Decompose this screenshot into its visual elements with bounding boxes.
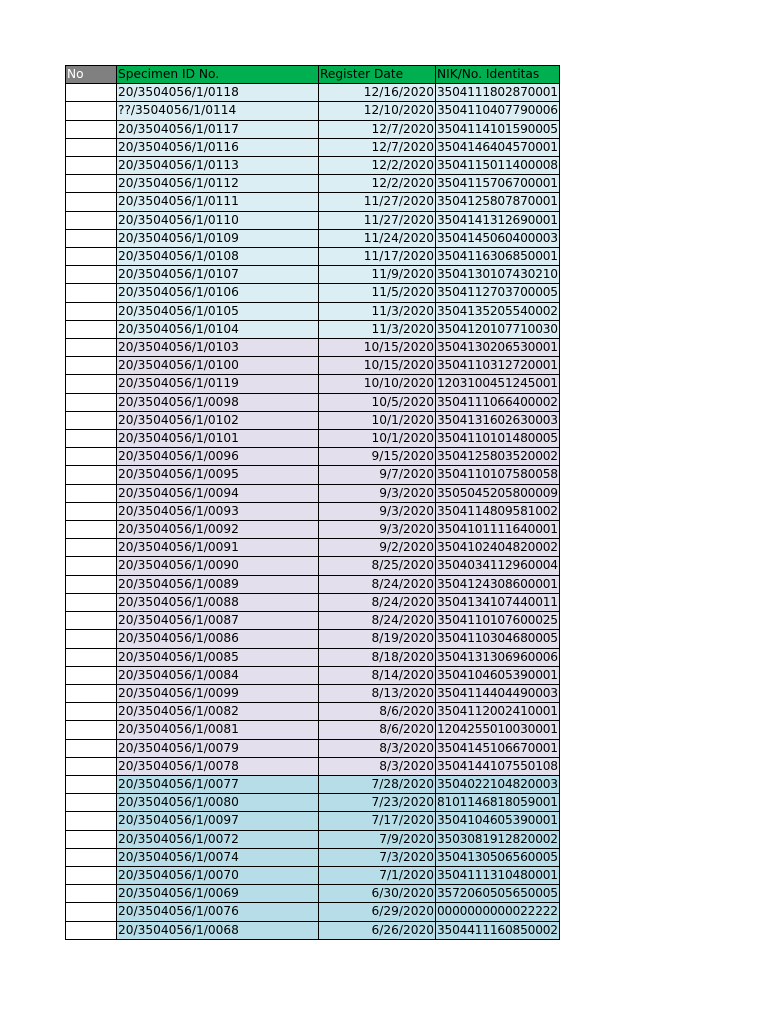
cell-no[interactable] — [66, 193, 117, 211]
cell-no[interactable] — [66, 320, 117, 338]
cell-register-date[interactable]: 8/19/2020 — [319, 630, 436, 648]
table-row — [66, 157, 560, 175]
cell-no[interactable] — [66, 575, 117, 593]
cell-no[interactable] — [66, 484, 117, 502]
cell-nik[interactable]: 3504104605390001 — [436, 666, 560, 684]
cell-no[interactable] — [66, 266, 117, 284]
table-row — [66, 138, 560, 156]
cell-register-date[interactable]: 6/29/2020 — [319, 903, 436, 921]
table-row — [66, 757, 560, 775]
cell-no[interactable] — [66, 775, 117, 793]
cell-register-date[interactable]: 10/15/2020 — [319, 339, 436, 357]
cell-specimen-id[interactable]: 20/3504056/1/0079 — [117, 739, 319, 757]
table-row — [66, 248, 560, 266]
cell-nik[interactable]: 3504112002410001 — [436, 703, 560, 721]
cell-nik[interactable]: 3504144107550108 — [436, 757, 560, 775]
cell-register-date[interactable]: 11/3/2020 — [319, 320, 436, 338]
cell-specimen-id[interactable]: 20/3504056/1/0102 — [117, 411, 319, 429]
cell-specimen-id[interactable]: 20/3504056/1/0084 — [117, 666, 319, 684]
cell-specimen-id[interactable]: 20/3504056/1/0111 — [117, 193, 319, 211]
cell-specimen-id[interactable]: 20/3504056/1/0098 — [117, 393, 319, 411]
cell-no[interactable] — [66, 703, 117, 721]
table-row — [66, 466, 560, 484]
cell-register-date[interactable]: 6/26/2020 — [319, 921, 436, 939]
cell-specimen-id[interactable]: 20/3504056/1/0091 — [117, 539, 319, 557]
table-body — [66, 84, 560, 940]
cell-no[interactable] — [66, 466, 117, 484]
cell-nik[interactable]: 3504110101480005 — [436, 430, 560, 448]
cell-specimen-id[interactable]: 20/3504056/1/0105 — [117, 302, 319, 320]
cell-no[interactable] — [66, 539, 117, 557]
cell-register-date[interactable]: 12/16/2020 — [319, 84, 436, 102]
cell-register-date[interactable]: 11/27/2020 — [319, 193, 436, 211]
cell-specimen-id[interactable]: 20/3504056/1/0072 — [117, 830, 319, 848]
cell-nik[interactable]: 0000000000022222 — [436, 903, 560, 921]
cell-no[interactable] — [66, 648, 117, 666]
cell-specimen-id[interactable]: 20/3504056/1/0097 — [117, 812, 319, 830]
table-row — [66, 885, 560, 903]
cell-nik[interactable]: 8101146818059001 — [436, 794, 560, 812]
cell-specimen-id[interactable]: 20/3504056/1/0112 — [117, 175, 319, 193]
cell-no[interactable] — [66, 794, 117, 812]
cell-nik[interactable]: 3504125807870001 — [436, 193, 560, 211]
table-row — [66, 775, 560, 793]
cell-no[interactable] — [66, 157, 117, 175]
table-row — [66, 448, 560, 466]
cell-register-date[interactable]: 11/17/2020 — [319, 248, 436, 266]
cell-no[interactable] — [66, 666, 117, 684]
cell-specimen-id[interactable]: 20/3504056/1/0109 — [117, 229, 319, 247]
cell-register-date[interactable]: 8/13/2020 — [319, 684, 436, 702]
cell-register-date[interactable]: 9/3/2020 — [319, 502, 436, 520]
cell-specimen-id[interactable]: 20/3504056/1/0093 — [117, 502, 319, 520]
table-row — [66, 266, 560, 284]
cell-nik[interactable]: 3504130206530001 — [436, 339, 560, 357]
cell-nik[interactable]: 3504115011400008 — [436, 157, 560, 175]
cell-nik[interactable]: 3503081912820002 — [436, 830, 560, 848]
table-row — [66, 175, 560, 193]
cell-nik[interactable]: 3504145060400003 — [436, 229, 560, 247]
cell-no[interactable] — [66, 302, 117, 320]
cell-specimen-id[interactable]: 20/3504056/1/0096 — [117, 448, 319, 466]
cell-register-date[interactable]: 9/7/2020 — [319, 466, 436, 484]
cell-no[interactable] — [66, 375, 117, 393]
cell-specimen-id[interactable]: 20/3504056/1/0119 — [117, 375, 319, 393]
cell-nik[interactable]: 3504101111640001 — [436, 521, 560, 539]
cell-register-date[interactable]: 6/30/2020 — [319, 885, 436, 903]
cell-no[interactable] — [66, 557, 117, 575]
cell-register-date[interactable]: 10/15/2020 — [319, 357, 436, 375]
cell-nik[interactable]: 3504146404570001 — [436, 138, 560, 156]
header-nik[interactable]: NIK/No. Identitas — [436, 66, 560, 84]
table-row — [66, 284, 560, 302]
cell-nik[interactable]: 3504131602630003 — [436, 411, 560, 429]
cell-nik[interactable]: 1204255010030001 — [436, 721, 560, 739]
table-row — [66, 521, 560, 539]
cell-specimen-id[interactable]: 20/3504056/1/0082 — [117, 703, 319, 721]
cell-specimen-id[interactable]: 20/3504056/1/0107 — [117, 266, 319, 284]
table-row — [66, 830, 560, 848]
cell-nik[interactable]: 3505045205800009 — [436, 484, 560, 502]
cell-register-date[interactable]: 7/17/2020 — [319, 812, 436, 830]
cell-no[interactable] — [66, 757, 117, 775]
cell-specimen-id[interactable]: 20/3504056/1/0089 — [117, 575, 319, 593]
specimen-register-table — [65, 65, 560, 940]
table-row — [66, 739, 560, 757]
table-row — [66, 794, 560, 812]
cell-nik[interactable]: 3504145106670001 — [436, 739, 560, 757]
table-row — [66, 921, 560, 939]
cell-register-date[interactable]: 8/24/2020 — [319, 593, 436, 611]
cell-nik[interactable]: 3504130107430210 — [436, 266, 560, 284]
cell-register-date[interactable]: 7/3/2020 — [319, 848, 436, 866]
header-no[interactable]: No — [66, 66, 117, 84]
cell-nik[interactable]: 3504116306850001 — [436, 248, 560, 266]
table-row — [66, 339, 560, 357]
cell-register-date[interactable]: 7/9/2020 — [319, 830, 436, 848]
cell-specimen-id[interactable]: 20/3504056/1/0080 — [117, 794, 319, 812]
cell-register-date[interactable]: 9/15/2020 — [319, 448, 436, 466]
cell-specimen-id[interactable]: 20/3504056/1/0077 — [117, 775, 319, 793]
cell-nik[interactable]: 3504130506560005 — [436, 848, 560, 866]
table-row — [66, 193, 560, 211]
table-row — [66, 102, 560, 120]
header-register-date[interactable]: Register Date — [319, 66, 436, 84]
table-row — [66, 630, 560, 648]
cell-nik[interactable]: 3504104605390001 — [436, 812, 560, 830]
table-row — [66, 575, 560, 593]
cell-no[interactable] — [66, 721, 117, 739]
cell-no[interactable] — [66, 411, 117, 429]
cell-nik[interactable]: 3504112703700005 — [436, 284, 560, 302]
cell-specimen-id[interactable]: ??/3504056/1/0114 — [117, 102, 319, 120]
cell-register-date[interactable]: 8/3/2020 — [319, 739, 436, 757]
table-row — [66, 812, 560, 830]
cell-register-date[interactable]: 8/18/2020 — [319, 648, 436, 666]
table-row — [66, 866, 560, 884]
cell-no[interactable] — [66, 885, 117, 903]
cell-nik[interactable]: 3504111310480001 — [436, 866, 560, 884]
cell-no[interactable] — [66, 593, 117, 611]
cell-nik[interactable]: 3504110312720001 — [436, 357, 560, 375]
cell-no[interactable] — [66, 448, 117, 466]
cell-no[interactable] — [66, 175, 117, 193]
cell-register-date[interactable]: 11/5/2020 — [319, 284, 436, 302]
cell-register-date[interactable]: 11/24/2020 — [319, 229, 436, 247]
cell-no[interactable] — [66, 921, 117, 939]
table-row — [66, 484, 560, 502]
cell-nik[interactable]: 3504034112960004 — [436, 557, 560, 575]
cell-register-date[interactable]: 9/3/2020 — [319, 484, 436, 502]
cell-register-date[interactable]: 8/6/2020 — [319, 703, 436, 721]
cell-specimen-id[interactable]: 20/3504056/1/0086 — [117, 630, 319, 648]
cell-nik[interactable]: 3504120107710030 — [436, 320, 560, 338]
cell-no[interactable] — [66, 211, 117, 229]
cell-nik[interactable]: 3504110107580058 — [436, 466, 560, 484]
cell-register-date[interactable]: 7/1/2020 — [319, 866, 436, 884]
cell-no[interactable] — [66, 848, 117, 866]
cell-nik[interactable]: 3504411160850002 — [436, 921, 560, 939]
cell-no[interactable] — [66, 229, 117, 247]
cell-specimen-id[interactable]: 20/3504056/1/0094 — [117, 484, 319, 502]
cell-specimen-id[interactable]: 20/3504056/1/0068 — [117, 921, 319, 939]
cell-no[interactable] — [66, 430, 117, 448]
cell-specimen-id[interactable]: 20/3504056/1/0104 — [117, 320, 319, 338]
table-row — [66, 593, 560, 611]
cell-no[interactable] — [66, 84, 117, 102]
table-row — [66, 684, 560, 702]
table-row — [66, 848, 560, 866]
cell-specimen-id[interactable]: 20/3504056/1/0090 — [117, 557, 319, 575]
table-row — [66, 320, 560, 338]
cell-specimen-id[interactable]: 20/3504056/1/0085 — [117, 648, 319, 666]
cell-no[interactable] — [66, 502, 117, 520]
cell-no[interactable] — [66, 393, 117, 411]
table-row — [66, 612, 560, 630]
cell-nik[interactable]: 1203100451245001 — [436, 375, 560, 393]
cell-no[interactable] — [66, 866, 117, 884]
cell-register-date[interactable]: 7/28/2020 — [319, 775, 436, 793]
table-row — [66, 666, 560, 684]
header-specimen-id[interactable]: Specimen ID No. — [117, 66, 319, 84]
table-row — [66, 229, 560, 247]
cell-specimen-id[interactable]: 20/3504056/1/0118 — [117, 84, 319, 102]
table-row — [66, 357, 560, 375]
cell-nik[interactable]: 3504141312690001 — [436, 211, 560, 229]
cell-register-date[interactable]: 9/3/2020 — [319, 521, 436, 539]
cell-specimen-id[interactable]: 20/3504056/1/0110 — [117, 211, 319, 229]
table-row — [66, 703, 560, 721]
cell-specimen-id[interactable]: 20/3504056/1/0117 — [117, 120, 319, 138]
cell-no[interactable] — [66, 521, 117, 539]
cell-no[interactable] — [66, 138, 117, 156]
cell-register-date[interactable]: 10/1/2020 — [319, 411, 436, 429]
cell-no[interactable] — [66, 739, 117, 757]
table-row — [66, 539, 560, 557]
cell-specimen-id[interactable]: 20/3504056/1/0113 — [117, 157, 319, 175]
table-row — [66, 120, 560, 138]
cell-specimen-id[interactable]: 20/3504056/1/0101 — [117, 430, 319, 448]
cell-specimen-id[interactable]: 20/3504056/1/0078 — [117, 757, 319, 775]
cell-register-date[interactable]: 12/7/2020 — [319, 120, 436, 138]
cell-no[interactable] — [66, 357, 117, 375]
cell-specimen-id[interactable]: 20/3504056/1/0103 — [117, 339, 319, 357]
cell-no[interactable] — [66, 903, 117, 921]
cell-register-date[interactable]: 12/7/2020 — [319, 138, 436, 156]
table-row — [66, 721, 560, 739]
table-row — [66, 375, 560, 393]
cell-specimen-id[interactable]: 20/3504056/1/0088 — [117, 593, 319, 611]
cell-register-date[interactable]: 12/2/2020 — [319, 175, 436, 193]
cell-register-date[interactable]: 11/27/2020 — [319, 211, 436, 229]
cell-register-date[interactable]: 8/6/2020 — [319, 721, 436, 739]
table-row — [66, 211, 560, 229]
cell-nik[interactable]: 3504110407790006 — [436, 102, 560, 120]
cell-register-date[interactable]: 12/10/2020 — [319, 102, 436, 120]
cell-no[interactable] — [66, 339, 117, 357]
cell-no[interactable] — [66, 830, 117, 848]
table-row — [66, 648, 560, 666]
cell-nik[interactable]: 3504111802870001 — [436, 84, 560, 102]
cell-specimen-id[interactable]: 20/3504056/1/0095 — [117, 466, 319, 484]
cell-specimen-id[interactable]: 20/3504056/1/0106 — [117, 284, 319, 302]
cell-no[interactable] — [66, 248, 117, 266]
cell-nik[interactable]: 3504110107600025 — [436, 612, 560, 630]
cell-specimen-id[interactable]: 20/3504056/1/0116 — [117, 138, 319, 156]
cell-register-date[interactable]: 8/24/2020 — [319, 575, 436, 593]
cell-nik[interactable]: 3504110304680005 — [436, 630, 560, 648]
cell-register-date[interactable]: 10/1/2020 — [319, 430, 436, 448]
cell-register-date[interactable]: 9/2/2020 — [319, 539, 436, 557]
cell-nik[interactable]: 3504114101590005 — [436, 120, 560, 138]
cell-no[interactable] — [66, 684, 117, 702]
cell-specimen-id[interactable]: 20/3504056/1/0076 — [117, 903, 319, 921]
table-row — [66, 302, 560, 320]
table-row — [66, 502, 560, 520]
cell-register-date[interactable]: 10/10/2020 — [319, 375, 436, 393]
cell-specimen-id[interactable]: 20/3504056/1/0108 — [117, 248, 319, 266]
cell-no[interactable] — [66, 612, 117, 630]
table-row — [66, 393, 560, 411]
cell-register-date[interactable]: 8/14/2020 — [319, 666, 436, 684]
cell-nik[interactable]: 3504111066400002 — [436, 393, 560, 411]
cell-register-date[interactable]: 8/25/2020 — [319, 557, 436, 575]
cell-nik[interactable]: 3504102404820002 — [436, 539, 560, 557]
table-row — [66, 84, 560, 102]
cell-register-date[interactable]: 11/9/2020 — [319, 266, 436, 284]
cell-nik[interactable]: 3504131306960006 — [436, 648, 560, 666]
cell-nik[interactable]: 3504134107440011 — [436, 593, 560, 611]
cell-nik[interactable]: 3504125803520002 — [436, 448, 560, 466]
cell-nik[interactable]: 3504114809581002 — [436, 502, 560, 520]
cell-no[interactable] — [66, 812, 117, 830]
cell-register-date[interactable]: 11/3/2020 — [319, 302, 436, 320]
cell-no[interactable] — [66, 120, 117, 138]
cell-no[interactable] — [66, 284, 117, 302]
table-row — [66, 903, 560, 921]
cell-register-date[interactable]: 7/23/2020 — [319, 794, 436, 812]
cell-nik[interactable]: 3504124308600001 — [436, 575, 560, 593]
cell-specimen-id[interactable]: 20/3504056/1/0069 — [117, 885, 319, 903]
cell-nik[interactable]: 3504022104820003 — [436, 775, 560, 793]
cell-register-date[interactable]: 10/5/2020 — [319, 393, 436, 411]
table-row — [66, 557, 560, 575]
cell-register-date[interactable]: 12/2/2020 — [319, 157, 436, 175]
cell-register-date[interactable]: 8/24/2020 — [319, 612, 436, 630]
cell-nik[interactable]: 3572060505650005 — [436, 885, 560, 903]
cell-nik[interactable]: 3504135205540002 — [436, 302, 560, 320]
cell-specimen-id[interactable]: 20/3504056/1/0070 — [117, 866, 319, 884]
cell-register-date[interactable]: 8/3/2020 — [319, 757, 436, 775]
cell-specimen-id[interactable]: 20/3504056/1/0081 — [117, 721, 319, 739]
cell-specimen-id[interactable]: 20/3504056/1/0092 — [117, 521, 319, 539]
cell-nik[interactable]: 3504115706700001 — [436, 175, 560, 193]
cell-specimen-id[interactable]: 20/3504056/1/0099 — [117, 684, 319, 702]
cell-specimen-id[interactable]: 20/3504056/1/0074 — [117, 848, 319, 866]
table-row — [66, 430, 560, 448]
cell-specimen-id[interactable]: 20/3504056/1/0100 — [117, 357, 319, 375]
table-row — [66, 411, 560, 429]
cell-nik[interactable]: 3504114404490003 — [436, 684, 560, 702]
cell-no[interactable] — [66, 102, 117, 120]
header-row — [66, 66, 560, 84]
cell-no[interactable] — [66, 630, 117, 648]
cell-specimen-id[interactable]: 20/3504056/1/0087 — [117, 612, 319, 630]
